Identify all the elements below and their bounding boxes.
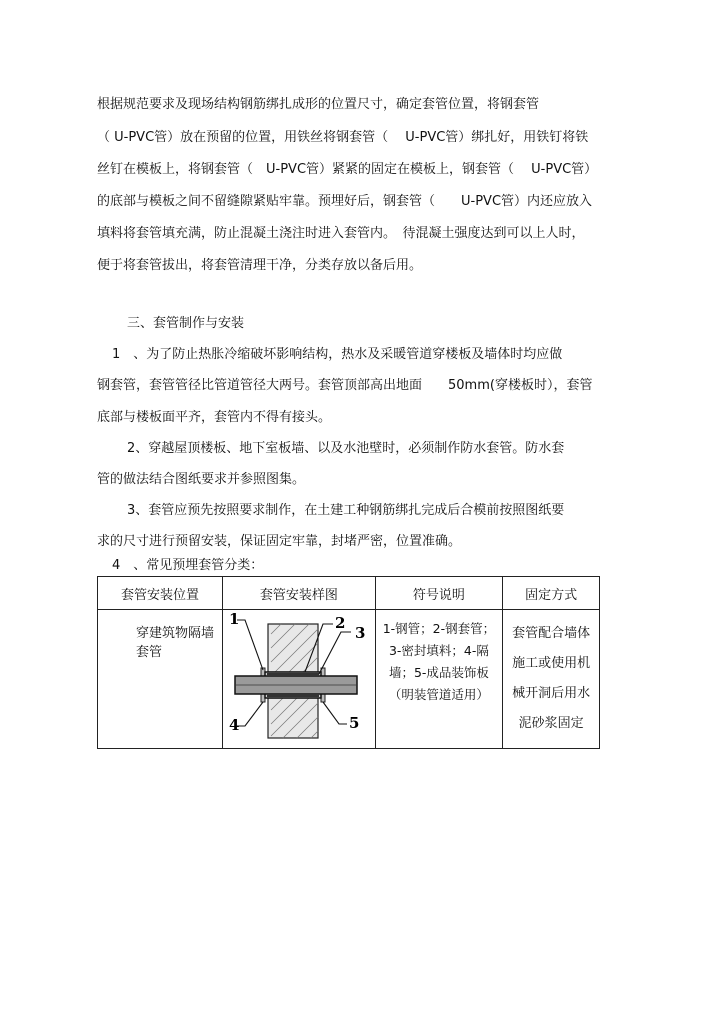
item3-line-2: 求的尺寸进行预留安装，保证固定牢靠，封堵严密，位置准确。 (97, 534, 462, 549)
paragraph-line-3: 丝钉在模板上，将钢套管（ U-PVC管）紧紧的固定在模板上，钢套管（ U-PVC管） (97, 162, 598, 177)
paragraph-line-2: （ U-PVC管）放在预留的位置，用铁丝将钢套管（ U-PVC管）绑扎好，用铁钉将铁 (97, 130, 589, 145)
cell-symbols: 1-钢管；2-钢套管；3-密封填料；4-隔墙；5-成品装饰板（明装管道适用） (382, 621, 496, 702)
paragraph-line-4: 的底部与模板之间不留缝隙紧贴牢靠。预埋好后，钢套管（ U-PVC管）内还应放入 (97, 194, 593, 209)
cell-fixing: 套管配合墙体施工或使用机械开洞后用水泥砂浆固定 (512, 626, 591, 731)
table-row (98, 610, 600, 749)
wall-lower (268, 698, 318, 738)
table-header-row (98, 577, 600, 610)
paragraph-line-5: 填料将套管填充满，防止混凝土浇注时进入套管内。 待混凝土强度达到可以上人时， (97, 226, 585, 241)
sealing-filler (267, 673, 319, 676)
item4-label: 4 、常见预埋套管分类： (112, 558, 264, 573)
header-symbols: 符号说明 (375, 577, 503, 610)
item3-line-1: 3、套管应预先按照要求制作，在土建工种钢筋绑扎完成后合模前按照图纸要 (127, 503, 565, 518)
item1-line-2: 钢套管，套管管径比管道管径大两号。套管顶部高出地面 50mm(穿楼板时），套管 (97, 378, 593, 393)
section-title: 三、套管制作与安装 (127, 316, 245, 331)
item1-line-3: 底部与楼板面平齐，套管内不得有接头。 (97, 410, 332, 425)
cell-location: 穿建筑物隔墙套管 (136, 626, 215, 660)
paragraph-line-1: 根据规范要求及现场结构钢筋绑扎成形的位置尺寸，确定套管位置，将钢套管 (97, 97, 540, 112)
item2-line-1: 2、穿越屋顶楼板、地下室板墙、以及水池壁时，必须制作防水套管。防水套 (127, 441, 565, 456)
header-fixing: 固定方式 (503, 577, 600, 610)
paragraph-line-6: 便于将套管拔出，将套管清理干净，分类存放以备后用。 (97, 258, 423, 273)
sleeve-classification-table (97, 576, 600, 749)
diagram-label-3: 3 (354, 624, 366, 642)
diagram-label-5: 5 (348, 714, 360, 732)
diagram-label-2: 2 (334, 614, 346, 632)
sleeve-diagram (223, 610, 373, 744)
header-location: 套管安装位置 (98, 577, 223, 610)
diagram-label-1: 1 (228, 610, 240, 628)
item2-line-2: 管的做法结合图纸要求并参照图集。 (97, 472, 306, 487)
item1-line-1: 1 、为了防止热胀冷缩破坏影响结构，热水及采暖管道穿楼板及墙体时均应做 (112, 347, 563, 362)
header-diagram: 套管安装样图 (222, 577, 375, 610)
diagram-label-4: 4 (228, 716, 240, 734)
